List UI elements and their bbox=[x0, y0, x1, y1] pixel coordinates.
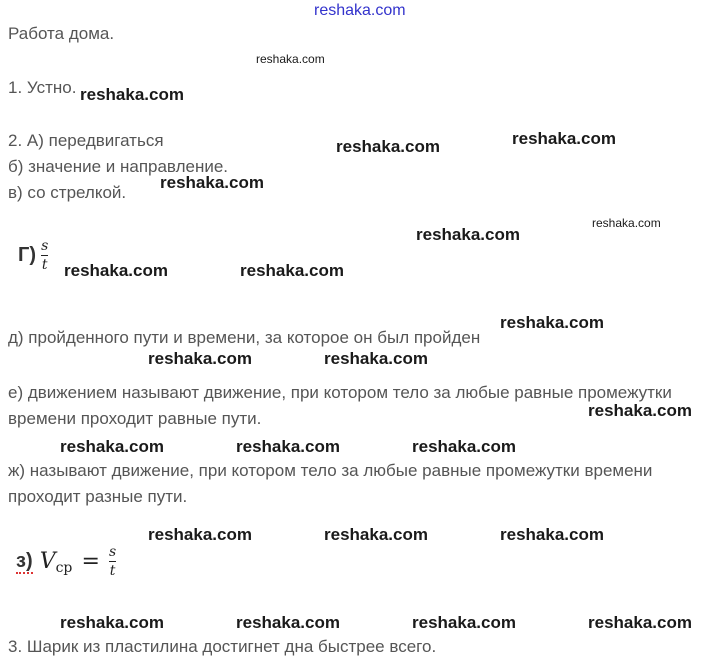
watermark: reshaka.com bbox=[148, 349, 252, 368]
watermark: reshaka.com bbox=[80, 85, 184, 104]
item-2c: в) со стрелкой. bbox=[8, 183, 127, 202]
watermark: reshaka.com bbox=[500, 525, 604, 544]
formula-z-fraction bbox=[109, 544, 116, 579]
item-2a: 2. А) передвигаться bbox=[8, 131, 164, 150]
formula-z-variable: V bbox=[39, 549, 56, 574]
item-2b: б) значение и направление. bbox=[8, 157, 229, 176]
watermark: reshaka.com bbox=[416, 225, 520, 244]
item-2zh: ж) называют движение, при котором тело за любые равные промежутки времени проходит разные пути. bbox=[8, 461, 653, 506]
watermark: reshaka.com bbox=[236, 613, 340, 632]
formula-z bbox=[16, 544, 116, 579]
watermark: reshaka.com bbox=[588, 613, 692, 632]
page-title: Работа дома. bbox=[8, 24, 115, 43]
item-1: 1. Устно. bbox=[8, 78, 77, 97]
formula-z-subscript: ср bbox=[55, 560, 73, 576]
formula-g-numerator: s bbox=[41, 238, 49, 254]
watermark: reshaka.com bbox=[588, 401, 692, 420]
watermark: reshaka.com bbox=[324, 525, 428, 544]
watermark: reshaka.com bbox=[512, 129, 616, 148]
watermark: reshaka.com bbox=[64, 261, 168, 280]
formula-z-equals: = bbox=[81, 549, 100, 574]
watermark: reshaka.com bbox=[336, 137, 440, 156]
formula-g-denominator: t bbox=[41, 257, 48, 273]
item-2d: д) пройденного пути и времени, за которое он был пройден bbox=[8, 328, 481, 347]
watermark: reshaka.com bbox=[240, 261, 344, 280]
item-2e: е) движением называют движение, при котором тело за любые равные промежутки времени проходит равные пути. bbox=[8, 383, 672, 428]
watermark: reshaka.com bbox=[60, 437, 164, 456]
formula-g-fraction bbox=[41, 238, 48, 273]
watermark: reshaka.com bbox=[412, 613, 516, 632]
watermark: reshaka.com bbox=[236, 437, 340, 456]
watermark: reshaka.com bbox=[592, 216, 661, 230]
watermark: reshaka.com bbox=[256, 52, 325, 66]
watermark: reshaka.com bbox=[148, 525, 252, 544]
watermark: reshaka.com bbox=[324, 349, 428, 368]
formula-g-label: Г) bbox=[18, 244, 36, 266]
item-3: 3. Шарик из пластилина достигнет дна быстрее всего. bbox=[8, 637, 437, 656]
watermark: reshaka.com bbox=[60, 613, 164, 632]
formula-z-denominator: t bbox=[109, 563, 116, 579]
formula-z-numerator: s bbox=[109, 544, 117, 560]
watermark: reshaka.com bbox=[160, 173, 264, 192]
watermark: reshaka.com bbox=[500, 313, 604, 332]
formula-z-label: з) bbox=[16, 550, 33, 572]
watermark: reshaka.com bbox=[412, 437, 516, 456]
formula-g bbox=[18, 238, 48, 273]
watermark-top: reshaka.com bbox=[314, 2, 406, 19]
